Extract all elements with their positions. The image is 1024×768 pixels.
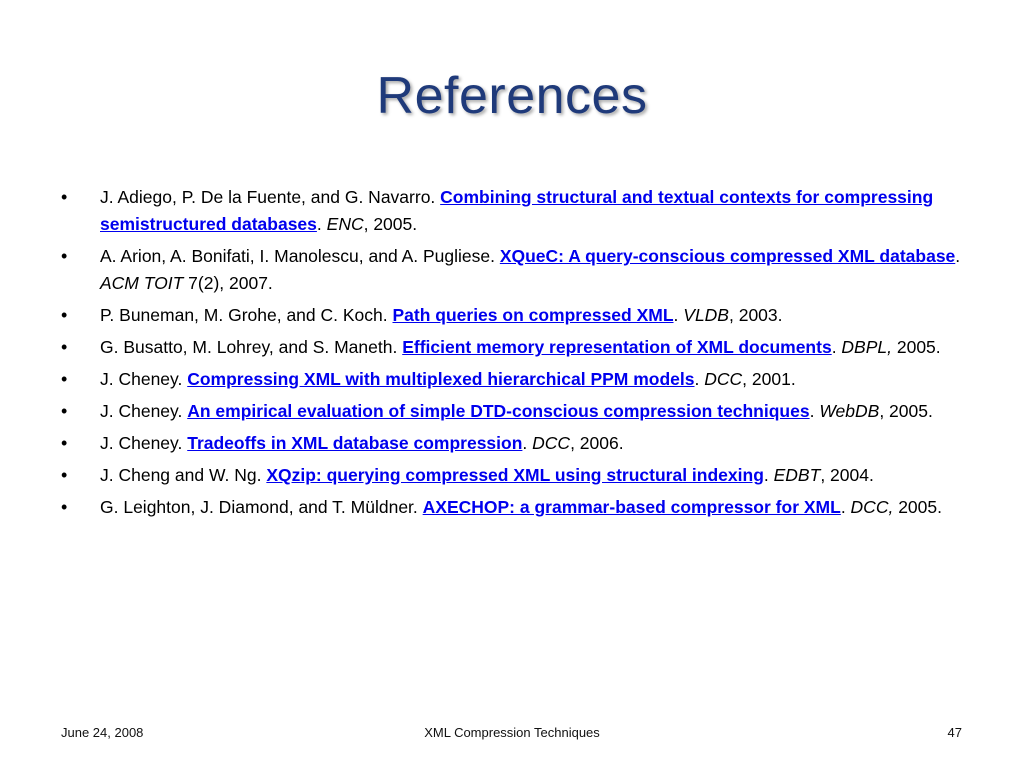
- reference-authors: J. Cheney.: [100, 369, 188, 389]
- reference-title-link[interactable]: Combining structural and textual contexts for compressing semistructured databases: [100, 187, 934, 234]
- reference-year: , 2006.: [570, 433, 624, 453]
- reference-separator: .: [955, 246, 961, 266]
- reference-item: [60, 462, 990, 489]
- reference-separator: .: [673, 305, 684, 325]
- reference-authors: G. Leighton, J. Diamond, and T. Müldner.: [100, 497, 423, 517]
- bullet-icon: •: [61, 433, 68, 453]
- reference-year: 7(2), 2007.: [183, 273, 273, 293]
- reference-venue: ACM TOIT: [100, 273, 184, 293]
- reference-year: 2005.: [893, 497, 942, 517]
- reference-venue: ENC: [326, 214, 364, 234]
- footer-title: XML Compression Techniques: [424, 725, 600, 740]
- reference-item: [60, 430, 990, 457]
- reference-item: [60, 398, 990, 425]
- footer-page-number: 47: [947, 725, 962, 740]
- reference-separator: .: [522, 433, 533, 453]
- reference-authors: J. Cheney.: [100, 433, 188, 453]
- reference-year: , 2003.: [728, 305, 783, 325]
- slide-title: References: [376, 67, 648, 125]
- reference-list: [60, 184, 990, 526]
- reference-venue: EDBT: [773, 465, 821, 485]
- reference-separator: .: [694, 369, 705, 389]
- reference-item: [60, 334, 990, 361]
- reference-item: [60, 302, 990, 329]
- reference-separator: .: [316, 214, 327, 234]
- reference-title-link[interactable]: Efficient memory representation of XML documents: [402, 337, 832, 357]
- reference-year: , 2005.: [879, 401, 933, 421]
- reference-venue: DCC: [704, 369, 743, 389]
- reference-authors: J. Adiego, P. De la Fuente, and G. Navarro.: [100, 187, 441, 207]
- reference-separator: .: [809, 401, 820, 421]
- reference-separator: .: [831, 337, 842, 357]
- reference-title-link[interactable]: Compressing XML with multiplexed hierarchical PPM models: [187, 369, 695, 389]
- reference-item: [60, 494, 990, 521]
- reference-venue: VLDB: [683, 305, 729, 325]
- reference-separator: .: [840, 497, 851, 517]
- reference-year: , 2004.: [820, 465, 874, 485]
- bullet-icon: •: [61, 497, 68, 517]
- bullet-icon: •: [61, 401, 68, 421]
- reference-title-link[interactable]: XQzip: querying compressed XML using structural indexing: [266, 465, 764, 485]
- reference-title-link[interactable]: AXECHOP: a grammar-based compressor for XML: [422, 497, 841, 517]
- reference-venue: DCC: [532, 433, 571, 453]
- reference-item: [60, 243, 990, 297]
- bullet-icon: •: [61, 187, 68, 207]
- reference-item: [60, 184, 990, 238]
- reference-authors: G. Busatto, M. Lohrey, and S. Maneth.: [100, 337, 403, 357]
- reference-venue: DCC,: [850, 497, 894, 517]
- reference-year: 2005.: [892, 337, 941, 357]
- reference-authors: A. Arion, A. Bonifati, I. Manolescu, and A. Pugliese.: [100, 246, 500, 266]
- reference-title-link[interactable]: XQueC: A query-conscious compressed XML database: [499, 246, 956, 266]
- reference-title-link[interactable]: An empirical evaluation of simple DTD-conscious compression techniques: [187, 401, 810, 421]
- reference-authors: P. Buneman, M. Grohe, and C. Koch.: [100, 305, 393, 325]
- reference-year: , 2001.: [742, 369, 796, 389]
- reference-item: [60, 366, 990, 393]
- bullet-icon: •: [61, 305, 68, 325]
- reference-separator: .: [763, 465, 774, 485]
- bullet-icon: •: [61, 337, 68, 357]
- reference-title-link[interactable]: Path queries on compressed XML: [392, 305, 674, 325]
- reference-year: , 2005.: [363, 214, 418, 234]
- reference-authors: J. Cheng and W. Ng.: [100, 465, 267, 485]
- bullet-icon: •: [61, 465, 68, 485]
- reference-venue: DBPL,: [841, 337, 892, 357]
- reference-venue: WebDB: [819, 401, 880, 421]
- bullet-icon: •: [61, 369, 68, 389]
- reference-authors: J. Cheney.: [100, 401, 188, 421]
- bullet-icon: •: [61, 246, 68, 266]
- footer-date: June 24, 2008: [61, 725, 144, 740]
- reference-title-link[interactable]: Tradeoffs in XML database compression: [187, 433, 523, 453]
